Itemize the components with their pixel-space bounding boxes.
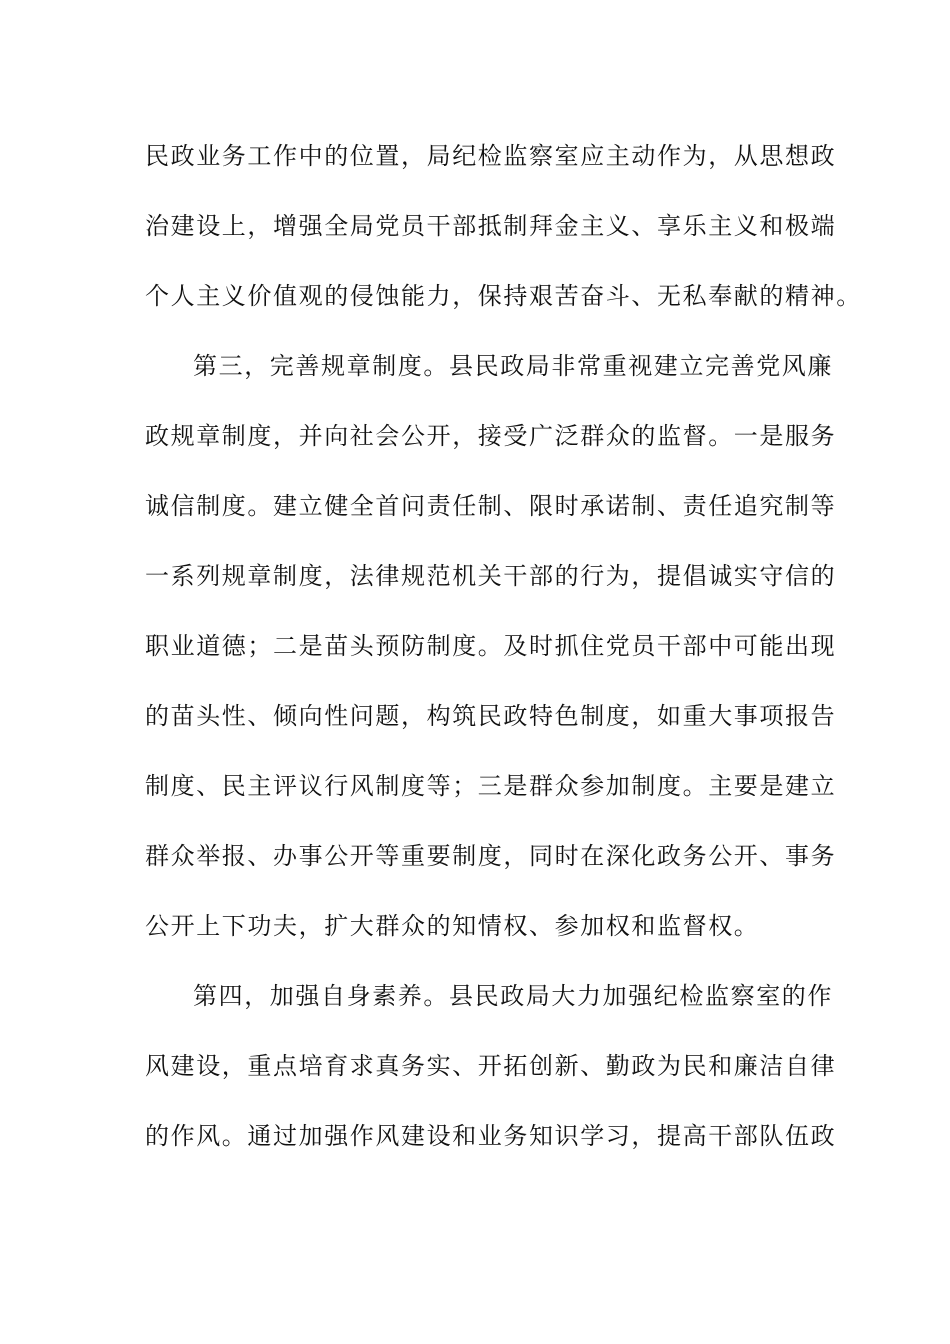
text-line: 的苗头性、倾向性问题，构筑民政特色制度，如重大事项报告 (145, 702, 837, 730)
paragraph-end-line: 公开上下功夫，扩大群众的知情权、参加权和监督权。 (145, 912, 760, 940)
text-line: 治建设上，增强全局党员干部抵制拜金主义、享乐主义和极端 (145, 212, 837, 240)
text-line: 政规章制度，并向社会公开，接受广泛群众的监督。一是服务 (145, 422, 837, 450)
paragraph-start-line: 第三，完善规章制度。县民政局非常重视建立完善党风廉 (193, 352, 833, 380)
text-line: 民政业务工作中的位置，局纪检监察室应主动作为，从思想政 (145, 142, 837, 170)
text-line: 制度、民主评议行风制度等；三是群众参加制度。主要是建立 (145, 772, 837, 800)
text-line: 风建设，重点培育求真务实、开拓创新、勤政为民和廉洁自律 (145, 1052, 837, 1080)
text-line: 个人主义价值观的侵蚀能力，保持艰苦奋斗、无私奉献的精神。 (145, 282, 862, 310)
text-line: 诚信制度。建立健全首问责任制、限时承诺制、责任追究制等 (145, 492, 837, 520)
text-line: 的作风。通过加强作风建设和业务知识学习，提高干部队伍政 (145, 1122, 837, 1150)
paragraph-start-line: 第四，加强自身素养。县民政局大力加强纪检监察室的作 (193, 982, 833, 1010)
text-line: 群众举报、办事公开等重要制度，同时在深化政务公开、事务 (145, 842, 837, 870)
body-text (145, 128, 862, 1178)
text-line: 一系列规章制度，法律规范机关干部的行为，提倡诚实守信的 (145, 562, 837, 590)
text-line: 职业道德；二是苗头预防制度。及时抓住党员干部中可能出现 (145, 632, 837, 660)
